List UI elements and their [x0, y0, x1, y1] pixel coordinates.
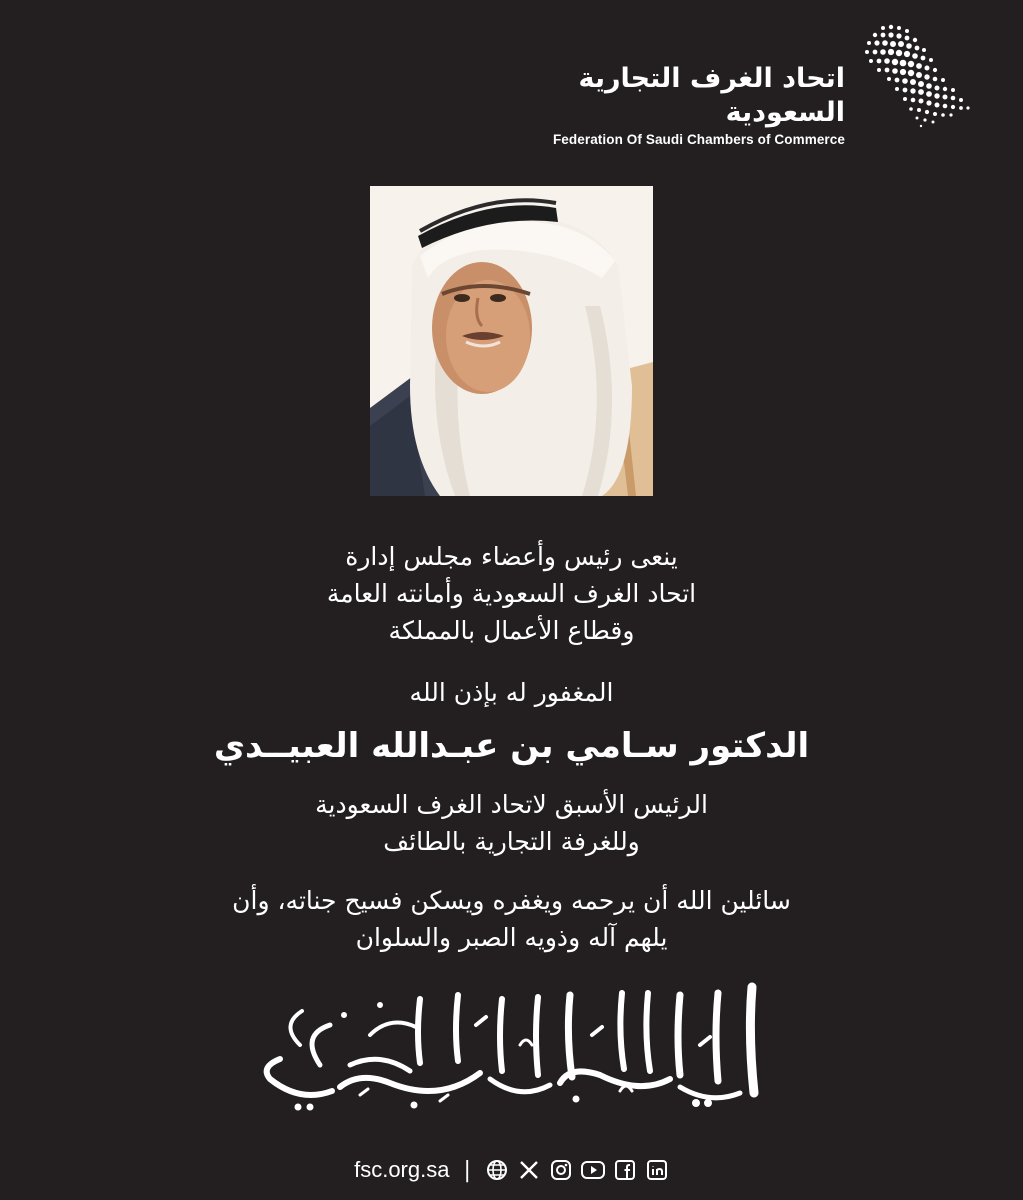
federation-name-en: Federation Of Saudi Chambers of Commerce	[552, 132, 845, 147]
intro-line-3: وقطاع الأعمال بالمملكة	[388, 616, 635, 645]
calligraphy-verse	[240, 975, 785, 1115]
former-titles	[0, 786, 1023, 860]
website-link[interactable]: fsc.org.sa	[354, 1157, 450, 1182]
prayer-line-1: سائلين الله أن يرحمه ويغفره ويسكن فسيح جناته، وأن	[232, 886, 791, 915]
deceased-name: الدكتور سـامي بن عبـدالله العبيــدي	[213, 726, 810, 766]
header	[513, 22, 973, 147]
prayer	[0, 882, 1023, 956]
title-line-1: الرئيس الأسبق لاتحاد الغرف السعودية	[315, 790, 708, 819]
social-icons	[485, 1158, 669, 1182]
logo-text	[513, 62, 845, 147]
footer	[0, 1152, 1023, 1188]
calligraphy-artwork	[240, 975, 785, 1115]
facebook-icon[interactable]	[613, 1158, 637, 1182]
announcement-intro	[0, 538, 1023, 649]
globe-icon[interactable]	[485, 1158, 509, 1182]
prayer-line-2: يلهم آله وذويه الصبر والسلوان	[355, 923, 668, 952]
federation-name-ar: اتحاد الغرف التجارية السعودية	[578, 63, 845, 128]
x-icon[interactable]	[517, 1158, 541, 1182]
footer-separator: |	[463, 1157, 471, 1183]
saudi-map-logo-icon	[861, 22, 973, 130]
intro-line-2: اتحاد الغرف السعودية وأمانته العامة	[326, 579, 697, 608]
portrait-photo	[370, 186, 653, 496]
title-line-2: وللغرفة التجارية بالطائف	[383, 827, 640, 856]
instagram-icon[interactable]	[549, 1158, 573, 1182]
prefix-line: المغفور له بإذن الله	[409, 678, 614, 707]
youtube-icon[interactable]	[581, 1158, 605, 1182]
linkedin-icon[interactable]	[645, 1158, 669, 1182]
intro-line-1: ينعى رئيس وأعضاء مجلس إدارة	[345, 542, 678, 571]
